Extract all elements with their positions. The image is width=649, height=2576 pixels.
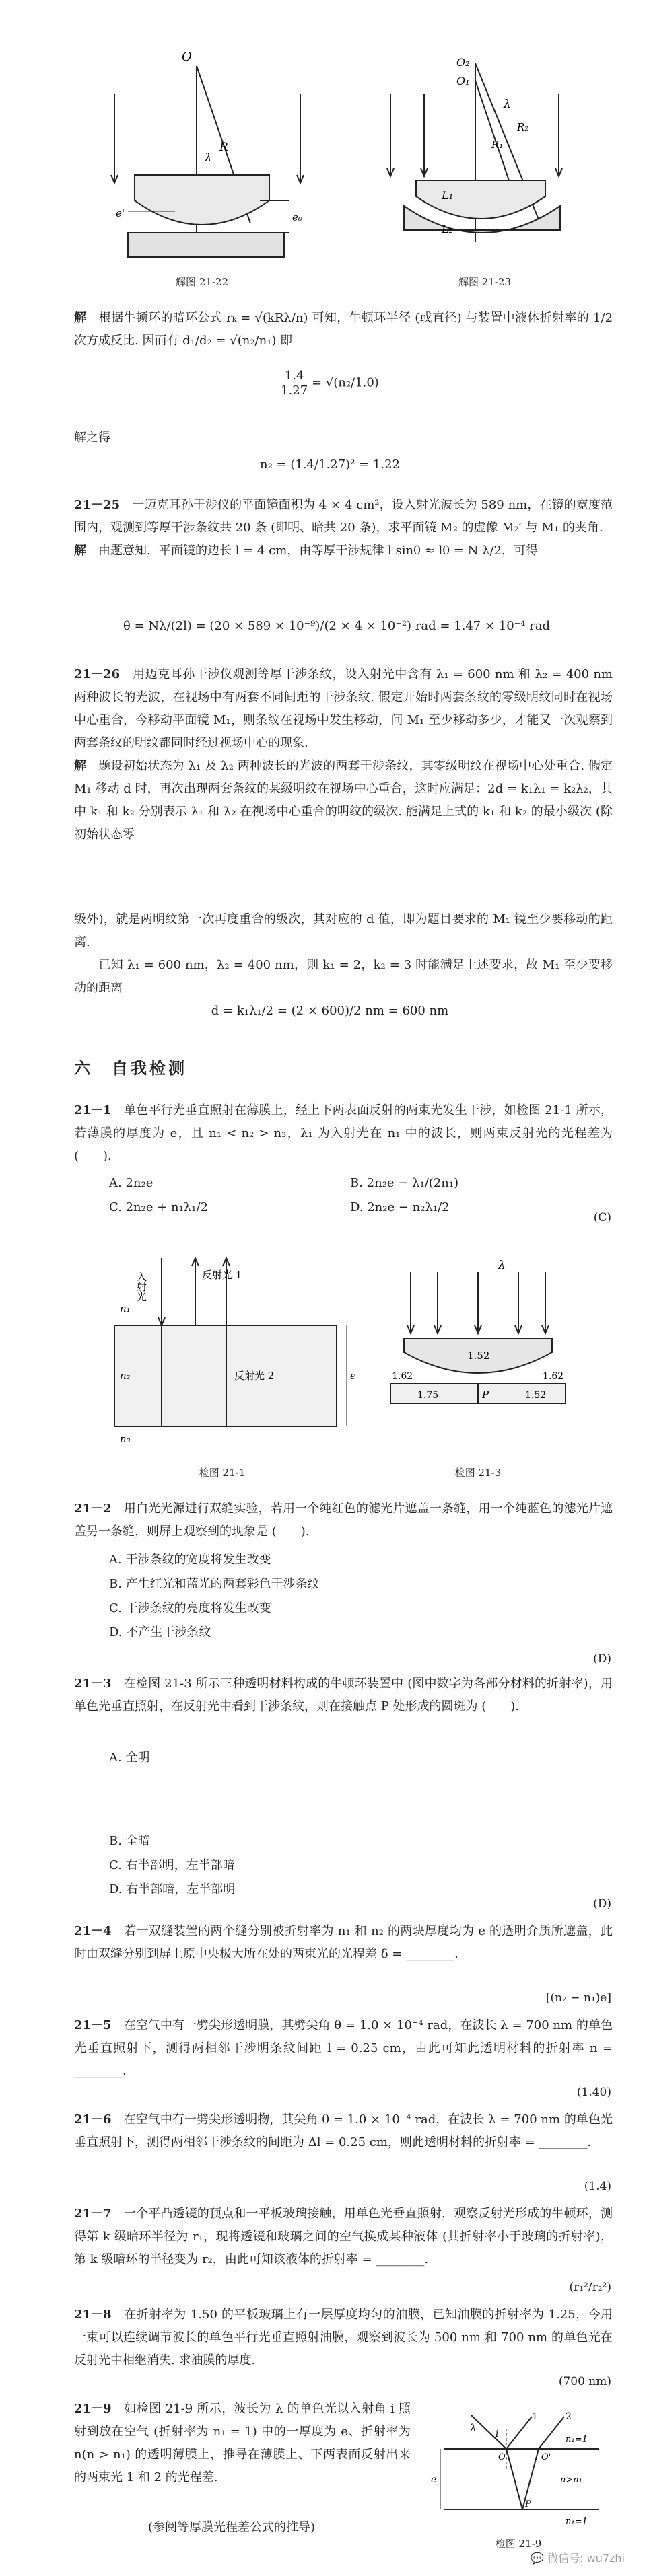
question-21-8 bbox=[74, 2304, 613, 2372]
question-21-3 bbox=[74, 1672, 613, 1718]
label-1-75: 1.75 bbox=[417, 1390, 439, 1401]
label-L1: L₁ bbox=[442, 189, 454, 202]
question-text: 一个平凸透镜的顶点和一平板玻璃接触，用单色光垂直照射，观察反射光形成的牛顿环，测得第 k 级暗环半径为 r₁，现将透镜和玻璃之间的空气换成某种液体 (其折射率小于玻璃的折射率)，第 k 级暗环的半径变为 r₂，由此可知该液体的折射率 = ________. bbox=[74, 2207, 613, 2267]
label-P: P bbox=[525, 2499, 531, 2509]
label-R1: R₁ bbox=[491, 139, 504, 151]
answer-21-2: (D) bbox=[593, 1652, 611, 1666]
option-c: C. 干涉条纹的亮度将发生改变 bbox=[109, 1601, 271, 1615]
solution-21-24 bbox=[74, 307, 613, 353]
caption-21-22: 解图 21-22 bbox=[175, 276, 228, 288]
label-1-62-right: 1.62 bbox=[543, 1371, 564, 1382]
option-b: B. 全暗 bbox=[109, 1834, 150, 1848]
figure-21-9 bbox=[431, 2408, 606, 2536]
solution-text-2: 级外)，就是两明纹第一次再度重合的级次，其对应的 d 值，即为题目要求的 M₁ 镜至少要移动的距离. bbox=[74, 912, 613, 949]
option-b: B. 产生红光和蓝光的两套彩色干涉条纹 bbox=[109, 1577, 320, 1591]
label-1-52-right: 1.52 bbox=[525, 1390, 547, 1401]
solution-head: 解 bbox=[74, 311, 87, 325]
equation-n2: n₂ = (1.4/1.27)² = 1.22 bbox=[260, 457, 400, 472]
solution-text-1: 题设初始状态为 λ₁ 及 λ₂ 两种波长的光波的两套干涉条纹，其零级明纹在视场中心处重合. 假定 M₁ 移动 d 时，再次出现两套条纹的某级明纹在视场中心重合，这时应满足：2d = k₁λ₁ = k₂λ₂，其中 k₁ 和 k₂ 分别表示 λ₁ 和 λ₂ 在视场中心重合的明纹的级次. 能满足上式的 k₁ 和 k₂ 的最小级次 (除初始状态零 bbox=[74, 759, 613, 842]
question-21-7 bbox=[74, 2203, 613, 2271]
eq-num: 1.4 bbox=[281, 369, 308, 383]
caption-21-23: 解图 21-23 bbox=[458, 276, 511, 288]
equation-theta: θ = Nλ/(2l) = (20 × 589 × 10⁻⁹)/(2 × 4 × 10⁻²) rad = 1.47 × 10⁻⁴ rad bbox=[123, 619, 550, 633]
question-number: 21－6 bbox=[74, 2112, 112, 2127]
label-e: e bbox=[350, 1370, 356, 1382]
label-O: O bbox=[498, 2452, 506, 2462]
option-b: B. 2n₂e − λ₁/(2n₁) bbox=[350, 1176, 459, 1190]
label-n1: n₁ bbox=[120, 1302, 131, 1315]
label-i: i bbox=[496, 2429, 499, 2439]
option-c: C. 2n₂e + n₁λ₁/2 bbox=[109, 1200, 208, 1214]
label-reflect-2: 反射光 2 bbox=[234, 1370, 275, 1382]
answer-21-3: (D) bbox=[593, 1897, 611, 1911]
label-incident: 入射光 bbox=[135, 1272, 147, 1302]
label-1: 1 bbox=[532, 2411, 538, 2422]
question-text: 在空气中有一劈尖形透明物，其尖角 θ = 1.0 × 10⁻⁴ rad，在波长 λ = 700 nm 的单色光垂直照射下，测得两相邻干涉条纹的间距为 Δl = 0.25 cm，则此透明材料的折射率 = ________. bbox=[74, 2112, 613, 2149]
watermark bbox=[531, 2550, 625, 2565]
question-number: 21－1 bbox=[74, 1103, 112, 1117]
question-text: 用白光光源进行双缝实验，若用一个纯红色的滤光片遮盖一条缝，用一个纯蓝色的滤光片遮盖另一条缝，则屏上观察到的现象是 ( ). bbox=[74, 1502, 613, 1539]
wechat-icon: 💬 bbox=[531, 2552, 545, 2565]
answer-21-6: (1.4) bbox=[584, 2180, 611, 2193]
option-d: D. 右半部暗，左半部明 bbox=[109, 1882, 236, 1897]
label-P: P bbox=[482, 1389, 489, 1401]
question-21-9 bbox=[74, 2398, 411, 2489]
option-d: D. 2n₂e − n₂λ₁/2 bbox=[350, 1200, 450, 1214]
solution-21-26-continued bbox=[74, 908, 613, 1000]
option-a: A. 干涉条纹的宽度将发生改变 bbox=[109, 1553, 271, 1567]
question-number: 21－8 bbox=[74, 2308, 112, 2322]
label-lambda: λ bbox=[498, 1259, 506, 1272]
option-a: A. 全明 bbox=[109, 1751, 150, 1765]
question-21-26 bbox=[74, 663, 613, 846]
question-21-25 bbox=[74, 494, 613, 562]
question-number: 21－26 bbox=[74, 667, 121, 682]
question-number: 21－3 bbox=[74, 1677, 112, 1691]
solution-head: 解 bbox=[74, 759, 87, 773]
label-R2: R₂ bbox=[517, 121, 529, 133]
answer-21-4: [(n₂ − n₁)e] bbox=[545, 1991, 611, 2005]
question-21-2 bbox=[74, 1498, 613, 1543]
label-2: 2 bbox=[566, 2411, 572, 2422]
watermark-text: 微信号: wu7zhi bbox=[547, 2552, 625, 2565]
option-a: A. 2n₂e bbox=[109, 1176, 153, 1190]
question-21-5 bbox=[74, 2014, 613, 2083]
question-text: 单色平行光垂直照射在薄膜上，经上下两表面反射的两束光发生干涉，如检图 21-1 所示，若薄膜的厚度为 e，且 n₁ < n₂ > n₃，λ₁ 为入射光在 n₁ 中的波长，则两束反射光的光程差为 ( ). bbox=[74, 1103, 613, 1163]
label-R: R bbox=[219, 141, 228, 154]
solution-text: 根据牛顿环的暗环公式 rₖ = √(kRλ/n) 可知，牛顿环半径 (或直径) 与装置中液体折射率的 1/2 次方成反比. 因而有 d₁/d₂ = √(n₂/n₁) 即 bbox=[74, 311, 613, 348]
answer-21-1: (C) bbox=[593, 1211, 611, 1224]
question-text: 在折射率为 1.50 的平板玻璃上有一层厚度均匀的油膜，已知油膜的折射率为 1.25，今用一束可以连续调节波长的单色平行光垂直照射油膜，观察到波长为 500 nm 和 700 nm 的单色光在反射光中相继消失. 求油膜的厚度. bbox=[74, 2308, 613, 2367]
question-number: 21－2 bbox=[74, 1502, 112, 1516]
equation-d: d = k₁λ₁/2 = (2 × 600)/2 nm = 600 nm bbox=[211, 1004, 449, 1018]
label-e-prime: e' bbox=[116, 207, 125, 219]
question-text: 若一双缝装置的两个缝分别被折射率为 n₁ 和 n₂ 的两块厚度均为 e 的透明介质所遮盖，此时由双缝分别到屏上原中央极大所在处的两束光的光程差 δ = ________. bbox=[74, 1924, 613, 1961]
label-n1-top: n₁=1 bbox=[566, 2435, 588, 2445]
caption-21-1: 检图 21-1 bbox=[199, 1467, 246, 1479]
section-heading: 六 自我检测 bbox=[74, 1058, 187, 1078]
answer-21-8: (700 nm) bbox=[558, 2375, 611, 2388]
label-n: n>n₁ bbox=[560, 2475, 582, 2485]
caption-21-9: 检图 21-9 bbox=[495, 2538, 542, 2550]
question-21-4 bbox=[74, 1920, 613, 1966]
hint-21-9: (参阅等厚膜光程差公式的推导) bbox=[148, 2520, 316, 2534]
figure-21-1 bbox=[94, 1238, 364, 1460]
question-text: 一迈克耳孙干涉仪的平面镜面积为 4 × 4 cm²，设入射光波长为 589 nm，在镜的宽度范围内，观测到等厚干涉条纹共 20 条 (即明、暗共 20 条)，求平面镜 M₂ 的虚像 M₂′ 与 M₁ 的夹角. bbox=[74, 498, 613, 535]
answer-21-7: (r₁²/r₂²) bbox=[569, 2281, 611, 2294]
answer-21-5: (1.40) bbox=[576, 2086, 611, 2099]
label-e: e bbox=[431, 2474, 437, 2485]
question-number: 21－7 bbox=[74, 2207, 112, 2221]
label-L2: L₂ bbox=[442, 223, 454, 235]
figure-21-3 bbox=[377, 1245, 579, 1453]
label-O-prime: O' bbox=[541, 2452, 551, 2462]
label-lambda: λ bbox=[205, 151, 212, 165]
eq-den: 1.27 bbox=[281, 383, 308, 398]
figure-21-23 bbox=[377, 40, 592, 269]
solution-text: 由题意知，平面镜的边长 l = 4 cm，由等厚干涉规律 l sinθ ≈ lθ = N λ/2，可得 bbox=[98, 544, 538, 558]
equation-ratio bbox=[256, 369, 404, 398]
question-text: 如检图 21-9 所示，波长为 λ 的单色光以入射角 i 照射到放在空气 (折射率为 n₁ = 1) 中的一厚度为 e、折射率为 n(n > n₁) 的透明薄膜上，推导在薄膜上、下两表面反射出来的两束光 1 和 2 的光程差. bbox=[74, 2402, 411, 2485]
label-O2: O₂ bbox=[456, 56, 470, 69]
figure-21-22 bbox=[101, 40, 316, 269]
label-1-52-lens: 1.52 bbox=[467, 1350, 490, 1362]
question-number: 21－9 bbox=[74, 2402, 112, 2416]
option-c: C. 右半部明，左半部暗 bbox=[109, 1858, 235, 1872]
question-text: 用迈克耳孙干涉仪观测等厚干涉条纹，设入射光中含有 λ₁ = 600 nm 和 λ₂ = 400 nm 两种波长的光波，在视场中有两套不同间距的干涉条纹. 假定开始时两套条纹的零级明纹同时在视场中心重合，今移动平面镜 M₁，则条纹在视场中发生移动，问 M₁ 至少移动多少，才能又一次观察到两套条纹的明纹都同时经过视场中心的现象. bbox=[74, 667, 613, 750]
question-number: 21－4 bbox=[74, 1924, 112, 1938]
question-number: 21－5 bbox=[74, 2018, 112, 2032]
label-O: O bbox=[182, 50, 192, 64]
question-21-6 bbox=[74, 2108, 613, 2154]
question-number: 21－25 bbox=[74, 498, 121, 512]
question-text: 在检图 21-3 所示三种透明材料构成的牛顿环装置中 (图中数字为各部分材料的折射率)，用单色光垂直照射，在反射光中看到干涉条纹，则在接触点 P 处形成的圆斑为 ( ). bbox=[74, 1677, 613, 1714]
label-n3: n₃ bbox=[120, 1433, 131, 1445]
question-text: 在空气中有一劈尖形透明膜，其劈尖角 θ = 1.0 × 10⁻⁴ rad，在波长 λ = 700 nm 的单色光垂直照射下，测得两相邻干涉明条纹间距 l = 0.25 cm，由此可知此透明材料的折射率 n = ________. bbox=[74, 2018, 613, 2078]
label-reflect-1: 反射光 1 bbox=[202, 1269, 242, 1281]
label-n2: n₂ bbox=[120, 1370, 131, 1382]
label-e0: e₀ bbox=[292, 211, 302, 223]
label-lambda: λ bbox=[504, 98, 511, 111]
label-O1: O₁ bbox=[456, 75, 470, 87]
label-n1-bottom: n₁=1 bbox=[566, 2517, 588, 2527]
option-d: D. 不产生干涉条纹 bbox=[109, 1625, 211, 1640]
solution-head: 解 bbox=[74, 544, 86, 558]
solution-text-3: 已知 λ₁ = 600 nm，λ₂ = 400 nm，则 k₁ = 2，k₂ = 3 时能满足上述要求，故 M₁ 至少要移动的距离 bbox=[74, 958, 613, 995]
label-1-62-left: 1.62 bbox=[392, 1371, 413, 1382]
question-21-1 bbox=[74, 1099, 613, 1168]
solve-label: 解之得 bbox=[74, 431, 110, 445]
caption-21-3: 检图 21-3 bbox=[454, 1467, 502, 1479]
eq-right: = √(n₂/1.0) bbox=[311, 375, 379, 390]
label-lambda: λ bbox=[470, 2422, 477, 2434]
